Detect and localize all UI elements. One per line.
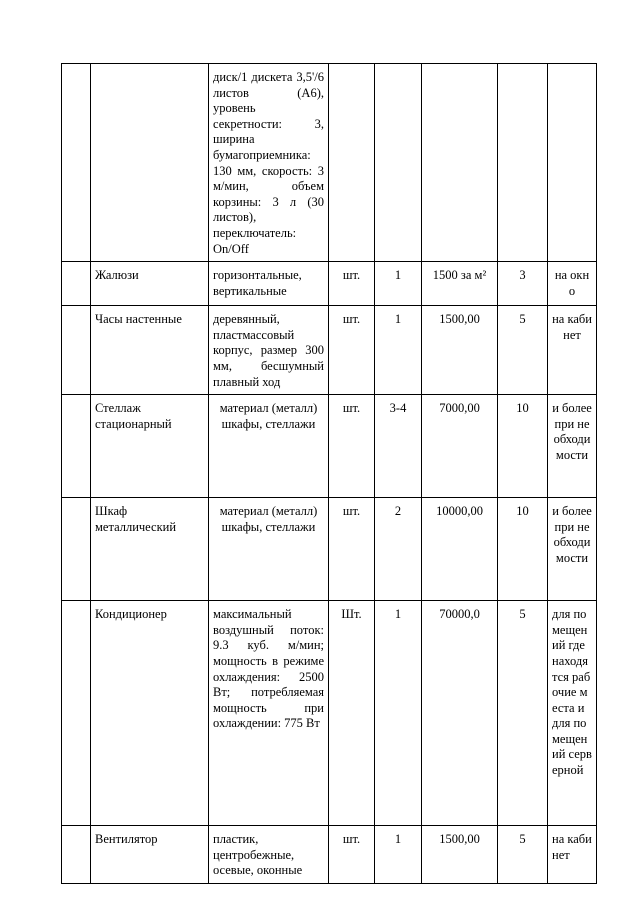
item-name-cell: Кондиционер [91, 601, 209, 826]
row-number-cell [62, 64, 91, 262]
note-cell: и более при необходимости [548, 498, 597, 601]
item-name-cell: Жалюзи [91, 262, 209, 306]
quantity-cell: 2 [375, 498, 422, 601]
note-cell: на кабинет [548, 306, 597, 395]
table-row [62, 498, 597, 601]
unit-cell: шт. [329, 826, 375, 884]
quantity-cell [375, 64, 422, 262]
row-number-cell [62, 601, 91, 826]
note-cell: на окно [548, 262, 597, 306]
price-cell: 1500 за м² [422, 262, 498, 306]
unit-cell: шт. [329, 262, 375, 306]
price-cell: 7000,00 [422, 395, 498, 498]
price-cell: 1500,00 [422, 826, 498, 884]
service-life-cell [498, 64, 548, 262]
item-name-cell: Вентилятор [91, 826, 209, 884]
service-life-cell: 3 [498, 262, 548, 306]
price-cell: 10000,00 [422, 498, 498, 601]
price-cell: 1500,00 [422, 306, 498, 395]
price-cell [422, 64, 498, 262]
table-row [62, 306, 597, 395]
unit-cell: Шт. [329, 601, 375, 826]
quantity-cell: 1 [375, 601, 422, 826]
quantity-cell: 1 [375, 262, 422, 306]
row-number-cell [62, 306, 91, 395]
service-life-cell: 5 [498, 306, 548, 395]
unit-cell: шт. [329, 306, 375, 395]
table-row [62, 395, 597, 498]
item-name-cell: Стеллаж стационарный [91, 395, 209, 498]
item-description-cell: диск/1 дискета 3,5'/6 листов (А6), уровень секретности: 3, ширина бумагоприемника: 130 мм, скорость: 3 м/мин, объем корзины: 3 л (30 листов), переключатель: On/Off [209, 64, 329, 262]
unit-cell [329, 64, 375, 262]
table-row [62, 826, 597, 884]
table-row [62, 262, 597, 306]
item-description-cell: деревянный, пластмассовый корпус, размер 300 мм, бесшумный плавный ход [209, 306, 329, 395]
equipment-spec-table [61, 63, 597, 884]
service-life-cell: 5 [498, 826, 548, 884]
quantity-cell: 1 [375, 826, 422, 884]
row-number-cell [62, 498, 91, 601]
note-cell: на кабинет [548, 826, 597, 884]
service-life-cell: 10 [498, 395, 548, 498]
quantity-cell: 3-4 [375, 395, 422, 498]
unit-cell: шт. [329, 395, 375, 498]
item-description-cell: горизонтальные, вертикальные [209, 262, 329, 306]
note-cell: для помещений где находятся рабочие места и для помещений серверной [548, 601, 597, 826]
service-life-cell: 10 [498, 498, 548, 601]
service-life-cell: 5 [498, 601, 548, 826]
item-name-cell: Часы настенные [91, 306, 209, 395]
item-description-cell: материал (металл) шкафы, стеллажи [209, 395, 329, 498]
item-name-cell: Шкаф металлический [91, 498, 209, 601]
price-cell: 70000,0 [422, 601, 498, 826]
item-description-cell: материал (металл) шкафы, стеллажи [209, 498, 329, 601]
table-row [62, 601, 597, 826]
quantity-cell: 1 [375, 306, 422, 395]
row-number-cell [62, 395, 91, 498]
table-row [62, 64, 597, 262]
item-name-cell [91, 64, 209, 262]
item-description-cell: пластик, центробежные, осевые, оконные [209, 826, 329, 884]
row-number-cell [62, 826, 91, 884]
note-cell: и более при необходимости [548, 395, 597, 498]
unit-cell: шт. [329, 498, 375, 601]
note-cell [548, 64, 597, 262]
row-number-cell [62, 262, 91, 306]
item-description-cell: максимальный воздушный поток: 9.3 куб. м/мин; мощность в режиме охлаждения: 2500 Вт; потребляемая мощность при охлаждении: 775 Вт [209, 601, 329, 826]
